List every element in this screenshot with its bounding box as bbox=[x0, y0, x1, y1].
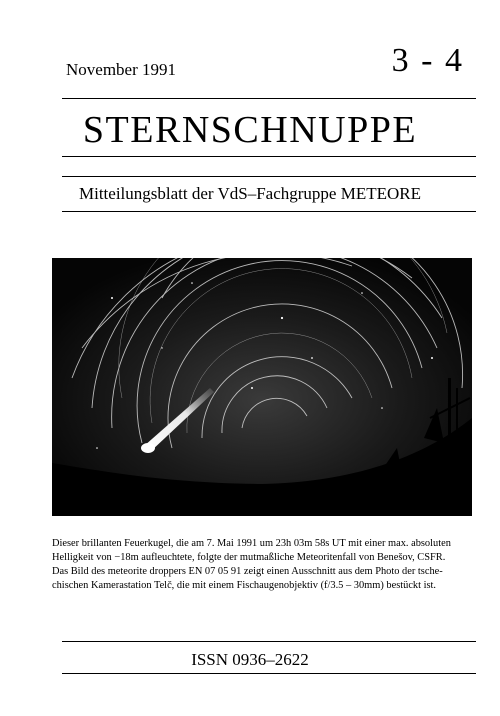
subtitle-rule-top bbox=[62, 176, 476, 177]
footer-rule-top bbox=[62, 641, 476, 642]
fireball-fisheye-photo-icon bbox=[52, 258, 472, 516]
issn-number: ISSN 0936–2622 bbox=[191, 650, 309, 669]
caption-line: Das Bild des meteorite droppers EN 07 05 91 zeigt einen Ausschnitt aus dem Photo der tsche- bbox=[52, 566, 443, 577]
fireball-photo bbox=[52, 258, 472, 516]
issue-date: November 1991 bbox=[66, 60, 177, 79]
journal-title: STERNSCHNUPPE bbox=[82, 109, 418, 151]
header-rule-top bbox=[62, 98, 476, 99]
subtitle-rule-bottom bbox=[62, 211, 476, 212]
photo-caption bbox=[52, 537, 476, 593]
issue-number: 3 - 4 bbox=[391, 42, 464, 79]
caption-line: Dieser brillanten Feuerkugel, die am 7. Mai 1991 um 23h 03m 58s UT mit einer max. absoluten bbox=[52, 538, 451, 549]
footer-rule-bottom bbox=[62, 673, 476, 674]
subtitle: Mitteilungsblatt der VdS–Fachgruppe METEORE bbox=[78, 184, 421, 203]
caption-line: chischen Kamerastation Telč, die mit einem Fischaugenobjektiv (f/3.5 – 30mm) bestückt ist. bbox=[52, 580, 437, 591]
caption-line: Helligkeit von −18m aufleuchtete, folgte der mutmaßliche Meteoritenfall von Benešov, CSFR. bbox=[52, 552, 446, 563]
header-rule-bottom bbox=[62, 156, 476, 157]
